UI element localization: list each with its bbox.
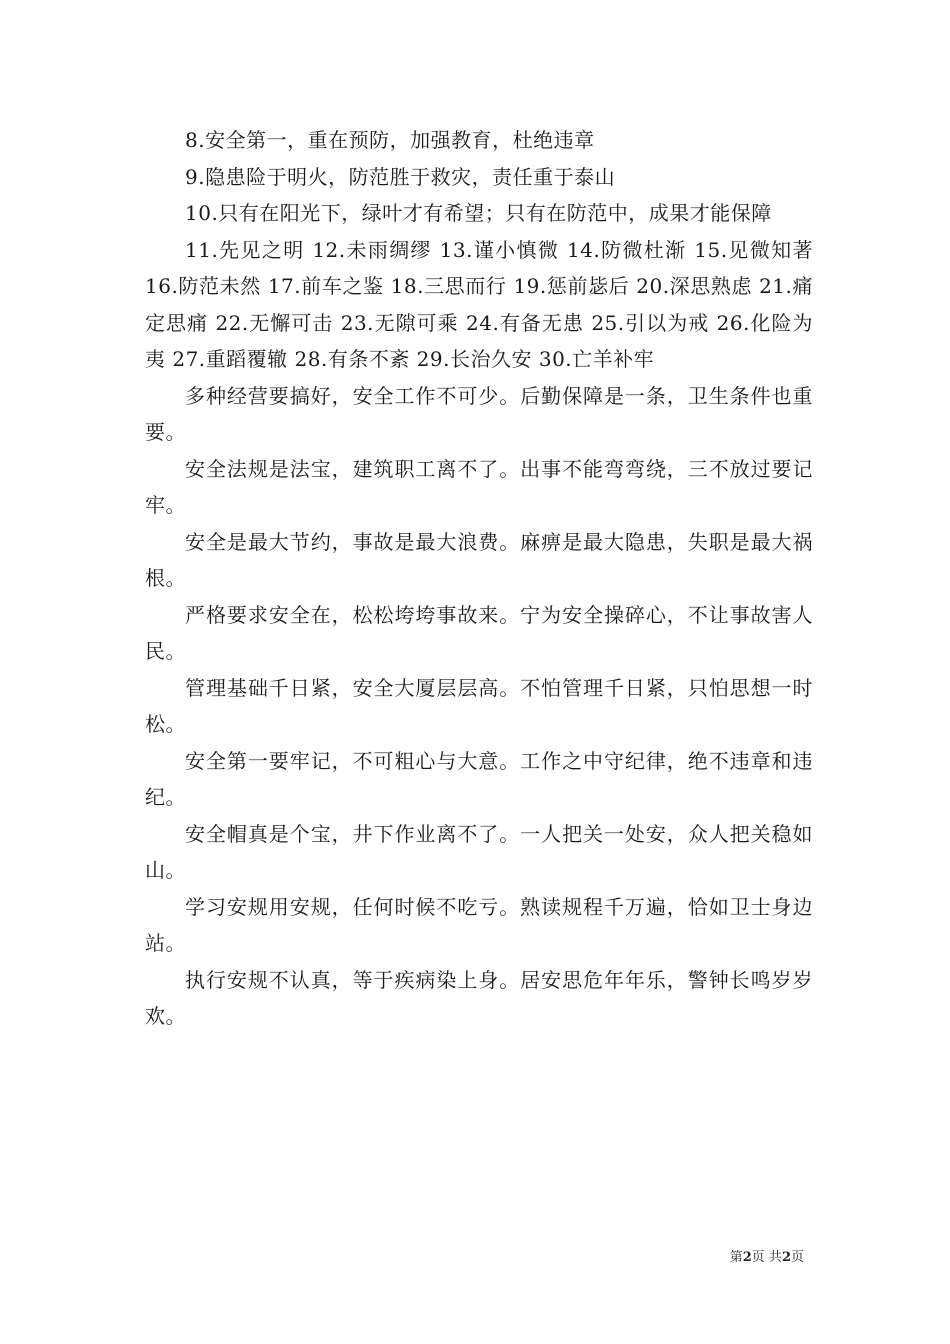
verse-paragraph: 安全是最大节约，事故是最大浪费。麻痹是最大隐患，失职是最大祸根。 [145,529,813,590]
verse-paragraph: 安全法规是法宝，建筑职工离不了。出事不能弯弯绕，三不放过要记牢。 [145,456,813,517]
verse-paragraph: 管理基础千日紧，安全大厦层层高。不怕管理千日紧，只怕思想一时松。 [145,675,813,736]
slogan-paragraph: 9.隐患险于明火，防范胜于救灾，责任重于泰山 [185,164,616,189]
idiom-list-paragraph: 11.先见之明 12.未雨绸缪 13.谨小慎微 14.防微杜渐 15.见微知著 16.防范未然 17.前车之鉴 18.三思而行 19.惩前毖后 20.深思熟虑 21.痛定思痛 22.无懈可击 23.无隙可乘 24.有备无患 25.引以为戒 26.化险为夷 27.重蹈覆辙 28.有条不紊 29.长治久安 30.亡羊补牢 [145,237,813,371]
verse-paragraph: 严格要求安全在，松松垮垮事故来。宁为安全操碎心，不让事故害人民。 [145,602,813,663]
footer-middle: 页 共 [751,1250,782,1265]
total-page-count: 2 [781,1250,791,1265]
document-body [145,122,813,1035]
verse-paragraph: 多种经营要搞好，安全工作不可少。后勤保障是一条，卫生条件也重要。 [145,383,813,444]
footer-prefix: 第 [729,1250,743,1265]
slogan-paragraph: 8.安全第一，重在预防，加强教育，杜绝违章 [185,128,595,152]
verse-paragraph: 执行安规不认真，等于疾病染上身。居安思危年年乐，警钟长鸣岁岁欢。 [145,967,813,1028]
slogan-paragraph: 10.只有在阳光下，绿叶才有希望；只有在防范中，成果才能保障 [185,201,772,225]
verse-paragraph: 安全帽真是个宝，井下作业离不了。一人把关一处安，众人把关稳如山。 [145,821,813,882]
page-number-footer [730,1246,804,1265]
verse-paragraph: 学习安规用安规，任何时候不吃亏。熟读规程千万遍，恰如卫士身边站。 [145,894,813,955]
verse-paragraph: 安全第一要牢记，不可粗心与大意。工作之中守纪律，绝不违章和违纪。 [145,748,813,809]
current-page-number: 2 [742,1250,752,1265]
footer-suffix: 页 [790,1250,804,1265]
